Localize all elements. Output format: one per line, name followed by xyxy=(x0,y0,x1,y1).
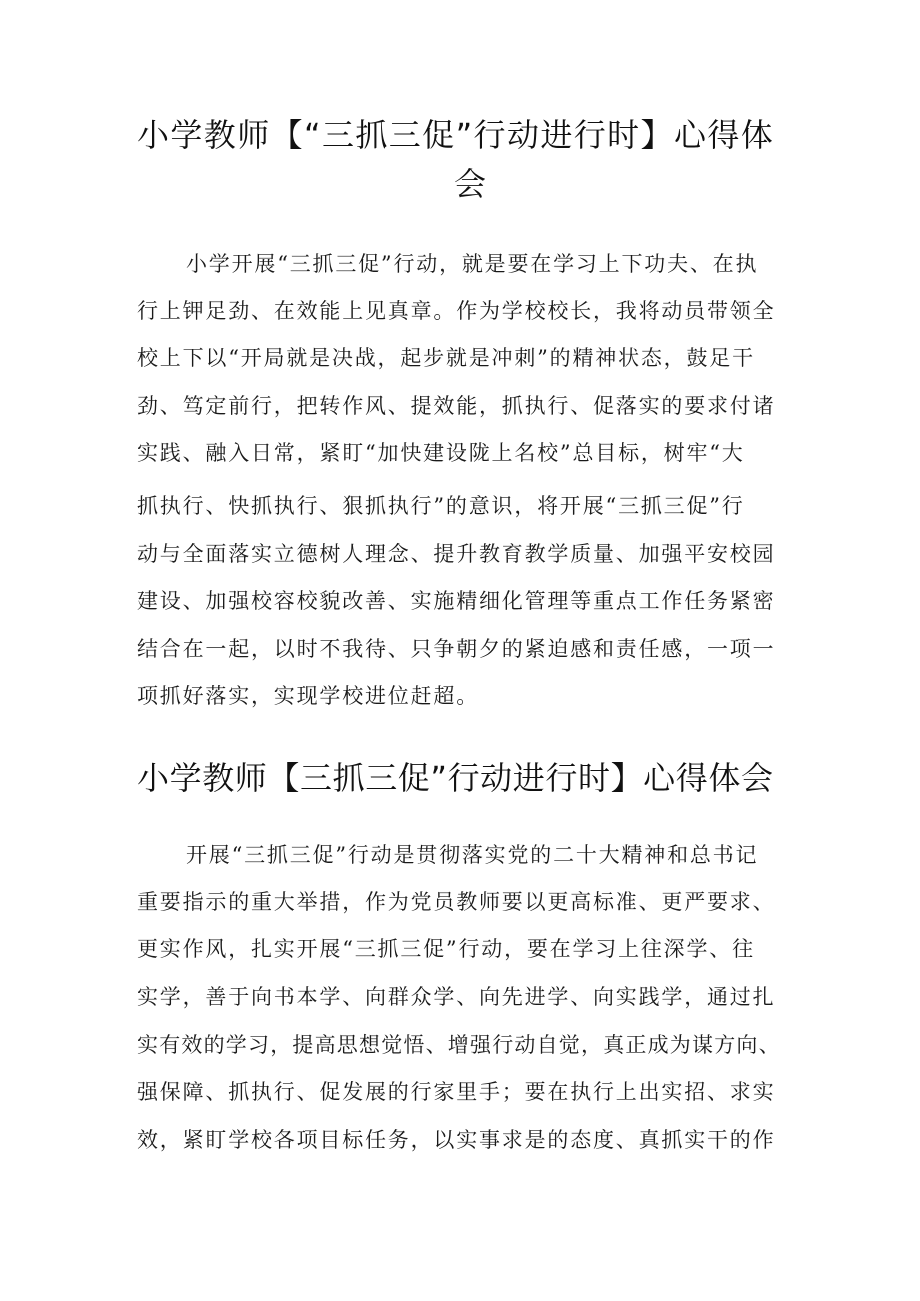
paragraph-line: 动与全面落实立德树人理念、提升教育教学质量、加强平安校园 xyxy=(137,542,776,566)
article-1-title-line-2: 会 xyxy=(454,165,487,203)
paragraph-line: 重要指示的重大举措，作为党员教师要以更高标准、更严要求、 xyxy=(137,890,776,914)
paragraph-line: 开展“三抓三促”行动是贯彻落实党的二十大精神和总书记 xyxy=(186,843,759,867)
paragraph-line: 行上钾足劲、在效能上见真章。作为学校校长，我将动员带领全 xyxy=(137,299,776,323)
paragraph-line: 实有效的学习，提高思想觉悟、增强行动自觉，真正成为谋方向、 xyxy=(137,1033,781,1057)
paragraph-line: 劲、笃定前行，把转作风、提效能，抓执行、促落实的要求付诸 xyxy=(137,394,776,418)
paragraph-line: 建设、加强校容校貌改善、实施精细化管理等重点工作任务紧密 xyxy=(137,589,776,613)
paragraph-line: 项抓好落实，实现学校进位赶超。 xyxy=(137,684,479,708)
paragraph-line: 效，紧盯学校各项目标任务，以实事求是的态度、真抓实干的作 xyxy=(137,1128,776,1152)
paragraph-line: 更实作风，扎实开展“三抓三促”行动，要在学习上往深学、往 xyxy=(137,937,755,961)
paragraph-line: 强保障、抓执行、促发展的行家里手；要在执行上出实招、求实 xyxy=(137,1080,776,1104)
article-2-title: 小学教师【三抓三促”行动进行时】心得体会 xyxy=(137,759,774,797)
paragraph-line: 实践、融入日常，紧盯“加快建设陇上名校”总目标，树牢“大 xyxy=(137,441,745,465)
paragraph-line: 抓执行、快抓执行、狠抓执行”的意识，将开展“三抓三促”行 xyxy=(137,494,745,518)
paragraph-line: 实学，善于向书本学、向群众学、向先进学、向实践学，通过扎 xyxy=(137,985,776,1009)
paragraph-line: 结合在一起，以时不我待、只争朝夕的紧迫感和责任感，一项一 xyxy=(137,637,776,661)
paragraph-line: 小学开展“三抓三促”行动，就是要在学习上下功夫、在执 xyxy=(186,252,759,276)
article-1-title-line-1: 小学教师【“三抓三促”行动进行时】心得体 xyxy=(137,116,775,154)
paragraph-line: 校上下以“开局就是决战，起步就是冲刺”的精神状态，鼓足干 xyxy=(137,346,755,370)
